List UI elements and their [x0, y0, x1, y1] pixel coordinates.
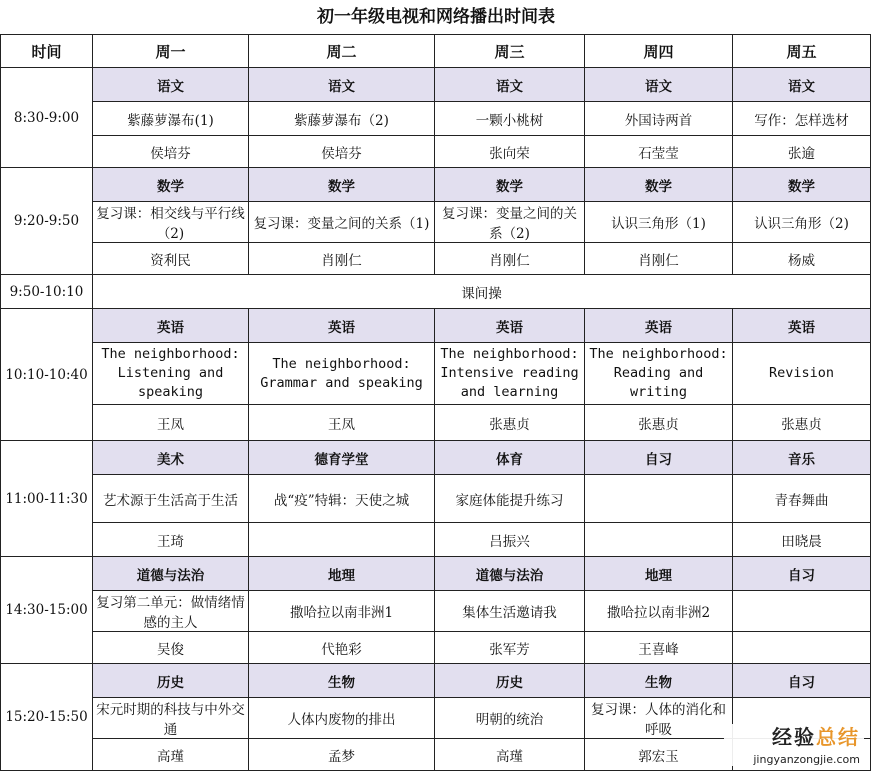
topic-row: [1, 591, 871, 632]
teacher-cell: 肖刚仁: [435, 243, 585, 275]
teacher-cell: 杨威: [733, 243, 871, 275]
topic-cell: 人体内废物的排出: [249, 698, 435, 739]
topic-cell: 复习课：人体的消化和呼吸: [585, 698, 733, 739]
teacher-cell: [585, 523, 733, 557]
subject-row: [1, 68, 871, 102]
header-cell: 周五: [733, 35, 871, 68]
topic-row: [1, 202, 871, 243]
topic-cell: The neighborhood: Intensive reading and learning: [435, 343, 585, 405]
topic-cell: 复习课：相交线与平行线（2): [93, 202, 249, 243]
teacher-cell: 王琦: [93, 523, 249, 557]
teacher-cell: 田晓晨: [733, 523, 871, 557]
subject-cell: 地理: [249, 557, 435, 591]
topic-row: [1, 475, 871, 523]
topic-cell: 紫藤萝瀑布（2): [249, 102, 435, 136]
subject-cell: 生物: [585, 664, 733, 698]
teacher-cell: 王凤: [249, 405, 435, 441]
topic-cell: The neighborhood: Grammar and speaking: [249, 343, 435, 405]
teacher-cell: [733, 632, 871, 664]
header-cell: 周三: [435, 35, 585, 68]
header-cell: 周二: [249, 35, 435, 68]
subject-cell: 语文: [249, 68, 435, 102]
teacher-row: [1, 405, 871, 441]
topic-cell: [585, 475, 733, 523]
watermark-text-b: 总结: [816, 725, 860, 749]
teacher-cell: 侯培芬: [249, 136, 435, 168]
subject-cell: 音乐: [733, 441, 871, 475]
subject-cell: 生物: [249, 664, 435, 698]
teacher-cell: 肖刚仁: [585, 243, 733, 275]
subject-cell: 数学: [733, 168, 871, 202]
topic-cell: 撒哈拉以南非洲2: [585, 591, 733, 632]
teacher-cell: 张惠贞: [733, 405, 871, 441]
subject-cell: 美术: [93, 441, 249, 475]
teacher-row: [1, 523, 871, 557]
subject-row: [1, 309, 871, 343]
topic-cell: 紫藤萝瀑布(1): [93, 102, 249, 136]
topic-cell: 家庭体能提升练习: [435, 475, 585, 523]
time-slot: 9:50-10:10: [1, 275, 93, 309]
topic-cell: 写作：怎样选材: [733, 102, 871, 136]
teacher-cell: 张向荣: [435, 136, 585, 168]
subject-cell: 自习: [733, 557, 871, 591]
schedule-table: [0, 34, 871, 771]
subject-cell: 道德与法治: [435, 557, 585, 591]
subject-cell: 体育: [435, 441, 585, 475]
teacher-cell: 张逾: [733, 136, 871, 168]
subject-cell: 数学: [435, 168, 585, 202]
teacher-cell: 郭宏玉: [585, 739, 733, 771]
teacher-cell: 张军芳: [435, 632, 585, 664]
topic-cell: 复习第二单元：做情绪情感的主人: [93, 591, 249, 632]
topic-cell: 宋元时期的科技与中外交通: [93, 698, 249, 739]
page-title: 初一年级电视和网络播出时间表: [317, 7, 555, 27]
topic-cell: The neighborhood: Reading and writing: [585, 343, 733, 405]
teacher-cell: [249, 523, 435, 557]
teacher-row: [1, 243, 871, 275]
subject-cell: 历史: [435, 664, 585, 698]
time-slot: 15:20-15:50: [1, 664, 93, 771]
subject-cell: 历史: [93, 664, 249, 698]
topic-cell: 复习课：变量之间的关系（1): [249, 202, 435, 243]
subject-cell: 语文: [585, 68, 733, 102]
topic-cell: 撒哈拉以南非洲1: [249, 591, 435, 632]
topic-row: [1, 343, 871, 405]
time-slot: 11:00-11:30: [1, 441, 93, 557]
subject-cell: 道德与法治: [93, 557, 249, 591]
subject-cell: 数学: [249, 168, 435, 202]
subject-cell: 数学: [585, 168, 733, 202]
teacher-cell: 资利民: [93, 243, 249, 275]
teacher-cell: 石莹莹: [585, 136, 733, 168]
subject-cell: 英语: [435, 309, 585, 343]
watermark-text-a: 经验: [772, 725, 816, 749]
teacher-cell: 肖刚仁: [249, 243, 435, 275]
time-slot: 14:30-15:00: [1, 557, 93, 664]
topic-cell: 艺术源于生活高于生活: [93, 475, 249, 523]
subject-row: [1, 441, 871, 475]
teacher-cell: 吕振兴: [435, 523, 585, 557]
header-cell: 周一: [93, 35, 249, 68]
subject-cell: 英语: [585, 309, 733, 343]
topic-cell: The neighborhood: Listening and speaking: [93, 343, 249, 405]
subject-cell: 地理: [585, 557, 733, 591]
topic-row: [1, 102, 871, 136]
teacher-row: [1, 136, 871, 168]
topic-cell: 复习课：变量之间的关系（2): [435, 202, 585, 243]
subject-cell: 英语: [93, 309, 249, 343]
subject-row: [1, 664, 871, 698]
subject-row: [1, 557, 871, 591]
topic-cell: 认识三角形（1): [585, 202, 733, 243]
subject-cell: 自习: [733, 664, 871, 698]
topic-cell: 战“疫”特辑：天使之城: [249, 475, 435, 523]
topic-cell: 认识三角形（2): [733, 202, 871, 243]
subject-cell: 自习: [585, 441, 733, 475]
header-cell: 周四: [585, 35, 733, 68]
header-row: [1, 35, 871, 68]
subject-cell: 语文: [733, 68, 871, 102]
subject-cell: 语文: [93, 68, 249, 102]
header-cell: 时间: [1, 35, 93, 68]
teacher-cell: 王凤: [93, 405, 249, 441]
topic-cell: 明朝的统治: [435, 698, 585, 739]
break-cell: 课间操: [93, 275, 871, 309]
subject-cell: 英语: [249, 309, 435, 343]
teacher-cell: 高瑾: [93, 739, 249, 771]
topic-cell: Revision: [733, 343, 871, 405]
teacher-cell: 代艳彩: [249, 632, 435, 664]
teacher-cell: 吴俊: [93, 632, 249, 664]
watermark-logo: [772, 721, 860, 750]
teacher-cell: 张惠贞: [435, 405, 585, 441]
teacher-cell: 孟梦: [249, 739, 435, 771]
watermark-url: jingyanzongjie.com: [753, 753, 860, 766]
time-slot: 10:10-10:40: [1, 309, 93, 441]
topic-cell: 一颗小桃树: [435, 102, 585, 136]
subject-cell: 数学: [93, 168, 249, 202]
topic-cell: 集体生活邀请我: [435, 591, 585, 632]
break-row: [1, 275, 871, 309]
teacher-cell: 高瑾: [435, 739, 585, 771]
subject-cell: 语文: [435, 68, 585, 102]
teacher-row: [1, 632, 871, 664]
teacher-cell: 王喜峰: [585, 632, 733, 664]
topic-cell: 青春舞曲: [733, 475, 871, 523]
time-slot: 8:30-9:00: [1, 68, 93, 168]
topic-cell: [733, 591, 871, 632]
time-slot: 9:20-9:50: [1, 168, 93, 275]
subject-cell: 英语: [733, 309, 871, 343]
subject-row: [1, 168, 871, 202]
teacher-cell: 侯培芬: [93, 136, 249, 168]
teacher-cell: 张惠贞: [585, 405, 733, 441]
topic-cell: 外国诗两首: [585, 102, 733, 136]
subject-cell: 德育学堂: [249, 441, 435, 475]
